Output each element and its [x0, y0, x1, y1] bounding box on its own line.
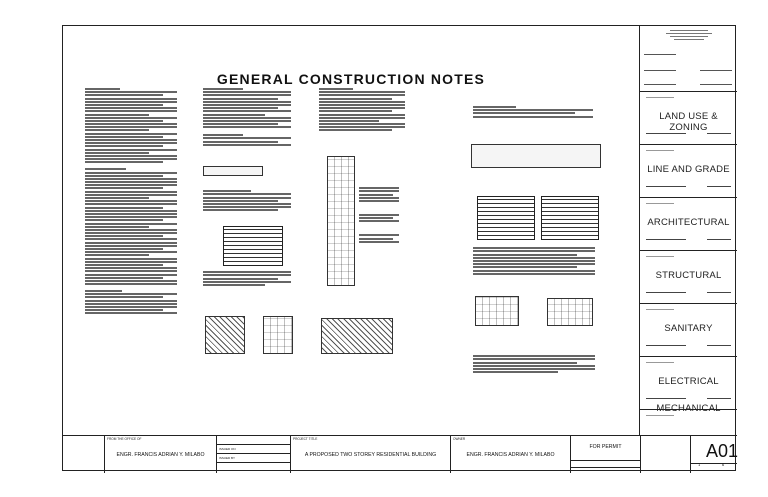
title-block	[63, 435, 737, 472]
approval-stamps	[639, 26, 737, 435]
sheet-total: 6	[722, 462, 725, 467]
slab-detail-figure	[203, 166, 263, 176]
stamp-land-use: LAND USE & ZONING	[640, 92, 737, 145]
splice-table	[223, 226, 283, 266]
notes-column-2b	[203, 189, 291, 213]
notes-column-3	[319, 84, 405, 133]
notes-column-4	[473, 84, 593, 119]
office-cell: FROM THE OFFICE OF ENGR. FRANCIS ADRIAN Y. MILABO	[105, 436, 217, 473]
purpose-cell: FOR PERMIT	[571, 436, 641, 473]
owner-cell: OWNER ENGR. FRANCIS ADRIAN Y. MILABO	[451, 436, 571, 473]
stamp-structural: STRUCTURAL	[640, 251, 737, 304]
stamp-line-grade: LINE AND GRADE	[640, 145, 737, 198]
section-detail-a	[475, 296, 519, 326]
sheet-content-cell	[641, 436, 691, 473]
notes-column-2	[203, 84, 291, 147]
stamp-mechanical: MECHANICAL	[640, 410, 737, 435]
column-detail-notes	[359, 186, 399, 244]
sheet-number: A01	[706, 441, 739, 461]
hook-detail-figure	[205, 316, 245, 354]
issue-info-cell: ISSUED ON ISSUED BY	[217, 436, 291, 473]
section-detail-b	[547, 298, 593, 326]
footing-detail-figure	[321, 318, 393, 354]
stirrup-detail-figure	[263, 316, 293, 354]
drawing-title: GENERAL CONSTRUCTION NOTES	[216, 71, 486, 87]
notes-column-2c	[203, 270, 291, 287]
column-detail-figure	[327, 156, 355, 286]
notes-column-4c	[473, 354, 595, 374]
stamp-sanitary: SANITARY	[640, 304, 737, 357]
drawing-sheet	[62, 25, 739, 471]
notes-column-1	[85, 84, 177, 316]
schedule-table-a	[477, 196, 535, 240]
sheet-index: 1	[698, 462, 701, 467]
drawing-area	[63, 26, 639, 435]
stamp-architectural: ARCHITECTURAL	[640, 198, 737, 251]
beam-elevation-figure	[471, 144, 601, 168]
project-cell: PROJECT TITLE A PROPOSED TWO STOREY RESIDENTIAL BUILDING	[291, 436, 451, 473]
stamp-header	[640, 26, 737, 92]
schedule-table-b	[541, 196, 599, 240]
stamp-electrical: ELECTRICAL	[640, 357, 737, 410]
notes-column-4b	[473, 246, 595, 276]
